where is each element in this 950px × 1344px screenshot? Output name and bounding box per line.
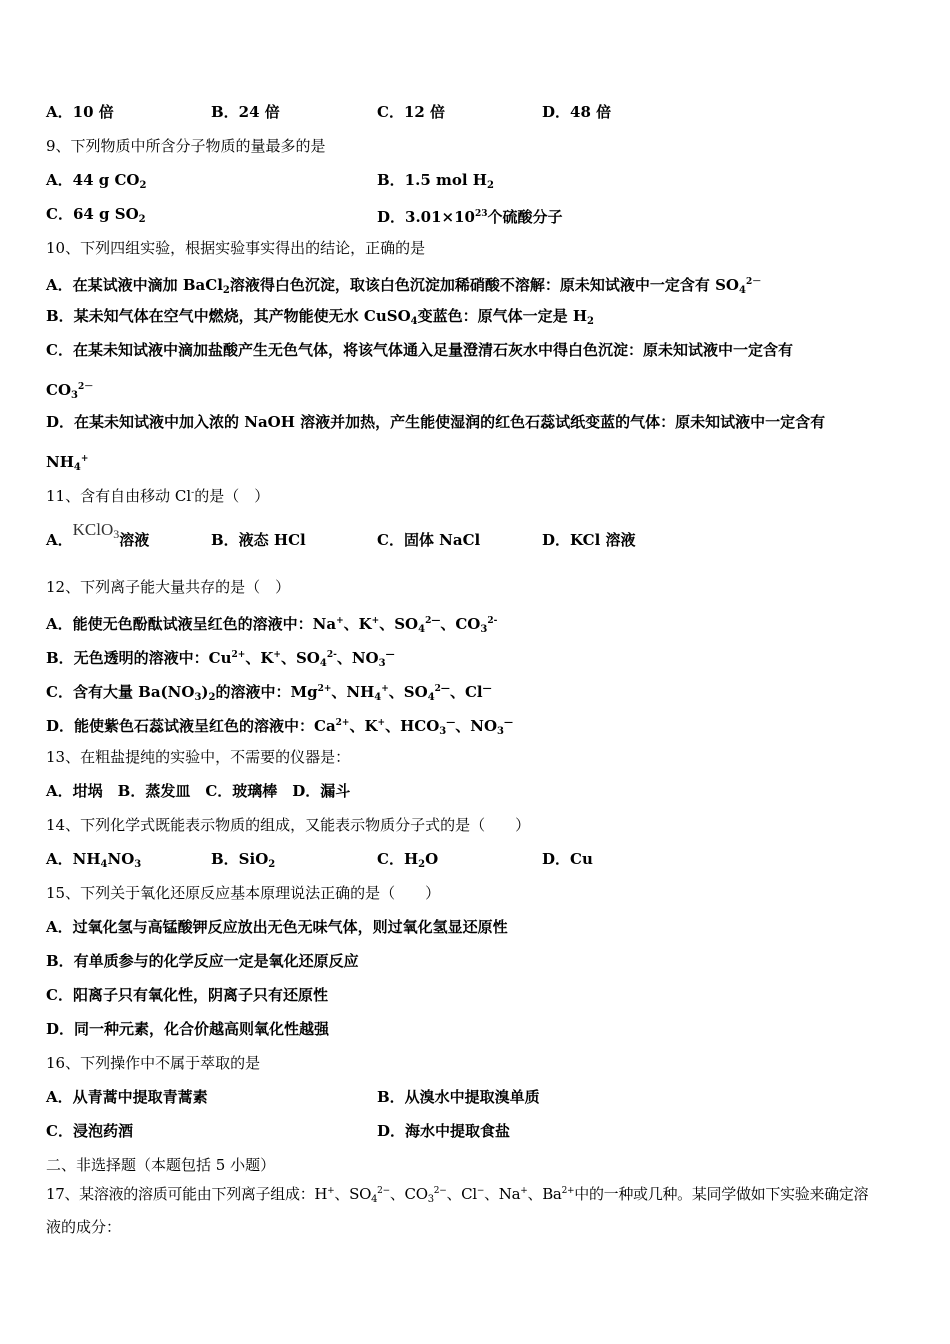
q10-option-c-line1: C．在某未知试液中滴加盐酸产生无色气体，将该气体通入足量澄清石灰水中得白色沉淀：原未知试液中一定含有 — [46, 341, 793, 359]
q16-option-d: D．海水中提取食盐 — [377, 1122, 511, 1140]
q17-stem-line1: 17、某溶液的溶质可能由下列离子组成：H+、$SO_4^{2-}$、$CO_3^{2-}$、Cl−、Na+、$Ba^{2+}$中的一种或几种。某同学做如下实验来确定溶 — [46, 1185, 869, 1205]
q9-option-c: C．64 g $SO_2$ — [46, 205, 146, 225]
q8-option-a: A．10 倍 — [46, 103, 114, 121]
q8-option-c: C．12 倍 — [377, 103, 446, 121]
q11-stem: 11、含有自由移动 Cl-的是（ ） — [46, 487, 270, 505]
q16-option-b: B．从溴水中提取溴单质 — [377, 1088, 540, 1106]
q10-stem: 10、下列四组实验，根据实验事实得出的结论，正确的是 — [46, 239, 426, 257]
q10-option-d-line2: $NH_4^+$ — [46, 453, 89, 473]
q16-stem: 16、下列操作中不属于萃取的是 — [46, 1054, 261, 1072]
q15-option-a: A．过氧化氢与高锰酸钾反应放出无色无味气体，则过氧化氢显还原性 — [46, 918, 508, 936]
q14-option-c: C．$H_2O$ — [377, 850, 439, 870]
q10-option-a: A．在某试液中滴加 BaCl$_2$溶液得白色沉淀，取该白色沉淀加稀硝酸不溶解：原未知试液中一定含有 $SO_4^{2-}$ — [46, 276, 762, 296]
q17-stem-line2: 液的成分： — [46, 1218, 122, 1236]
q12-option-a: A．能使无色酚酞试液呈红色的溶液中：Na+、K+、$SO_4^{2—}$、$CO_3^{2-}$ — [46, 615, 498, 635]
q15-option-c: C．阳离子只有氧化性，阴离子只有还原性 — [46, 986, 328, 1004]
q10-option-b: B．某未知气体在空气中燃烧，其产物能使无水 CuSO$_4$变蓝色：原气体一定是 $H_2$ — [46, 307, 594, 327]
q14-option-b: B．SiO$_2$ — [211, 850, 276, 870]
q14-option-a: A．$NH_4NO_3$ — [46, 850, 142, 870]
q13-options: A．坩埚 B．蒸发皿 C．玻璃棒 D．漏斗 — [46, 782, 351, 800]
section-2-title: 二、非选择题（本题包括 5 小题） — [46, 1156, 276, 1174]
q12-stem: 12、下列离子能大量共存的是（ ） — [46, 578, 291, 596]
q11-option-a: A．KClO$_3$溶液 — [46, 520, 150, 549]
q14-option-d: D．Cu — [542, 850, 593, 868]
q12-option-b: B．无色透明的溶液中：$Cu^{2+}$、K+、$SO_4^{2-}$、$NO_3^—$ — [46, 649, 395, 669]
q10-option-d-line1: D．在某未知试液中加入浓的 NaOH 溶液并加热，产生能使湿润的红色石蕊试纸变蓝的气体：原未知试液中一定含有 — [46, 413, 826, 431]
q12-option-d: D．能使紫色石蕊试液呈红色的溶液中：$Ca^{2+}$、K+、$HCO_3^—$、$NO_3^—$ — [46, 717, 513, 737]
q12-option-c: C．含有大量 $Ba(NO_3)_2$的溶液中：$Mg^{2+}$、$NH_4^+$、$SO_4^{2—}$、Cl— — [46, 683, 492, 703]
q11-option-c: C．固体 NaCl — [377, 531, 481, 549]
q11-option-d: D．KCl 溶液 — [542, 531, 636, 549]
q9-option-a: A．44 g $CO_2$ — [46, 171, 147, 191]
q8-option-d: D．48 倍 — [542, 103, 612, 121]
q15-option-d: D．同一种元素，化合价越高则氧化性越强 — [46, 1020, 330, 1038]
q11-option-b: B．液态 HCl — [211, 531, 306, 549]
q9-stem: 9、下列物质中所含分子物质的量最多的是 — [46, 137, 326, 155]
q16-option-c: C．浸泡药酒 — [46, 1122, 133, 1140]
q15-option-b: B．有单质参与的化学反应一定是氧化还原反应 — [46, 952, 359, 970]
kclo3-formula-image: KClO$_3$ — [72, 520, 120, 541]
q8-option-b: B．24 倍 — [211, 103, 280, 121]
q10-option-c-line2: $CO_3^{2-}$ — [46, 381, 94, 401]
q16-option-a: A．从青蒿中提取青蒿素 — [46, 1088, 208, 1106]
q9-option-b: B．1.5 mol $H_2$ — [377, 171, 494, 191]
q13-stem: 13、在粗盐提纯的实验中，不需要的仪器是： — [46, 748, 351, 766]
q9-option-d: D．$3.01\times 10^{23}$个硫酸分子 — [377, 208, 563, 226]
q14-stem: 14、下列化学式既能表示物质的组成，又能表示物质分子式的是（ ） — [46, 816, 531, 834]
q15-stem: 15、下列关于氧化还原反应基本原理说法正确的是（ ） — [46, 884, 441, 902]
